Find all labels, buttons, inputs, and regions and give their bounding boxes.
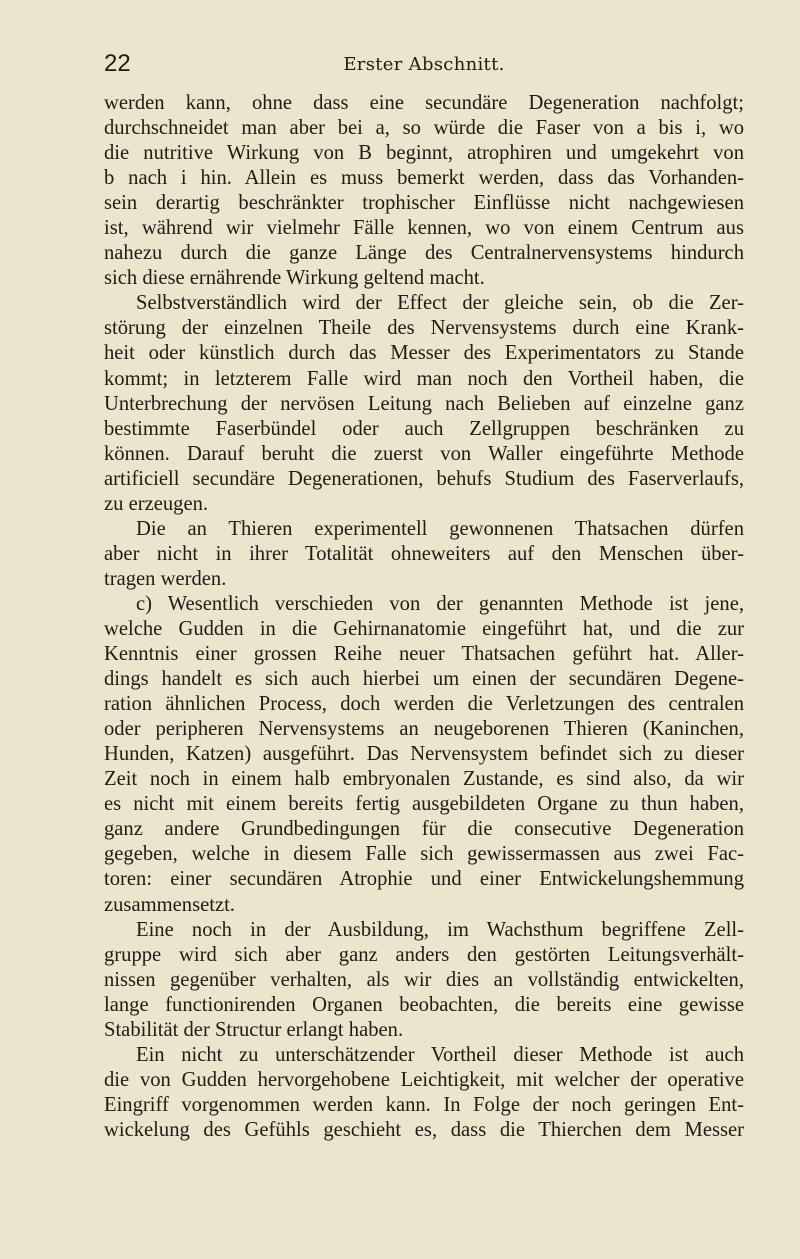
text-line: artificiell secundäre Degenerationen, behufs Studium des Faserverlaufs,	[104, 467, 744, 490]
body-text	[104, 91, 744, 1143]
text-line: zu erzeugen.	[104, 492, 209, 515]
text-line: durchschneidet man aber bei a, so würde die Faser von a bis i, wo	[104, 117, 744, 140]
text-line: werden kann, ohne dass eine secundäre Degeneration nachfolgt;	[104, 92, 744, 114]
text-line: Hunden, Katzen) ausgeführt. Das Nervensystem befindet sich zu dieser	[104, 743, 744, 766]
text-line: kommt; in letzterem Falle wird man noch den Vortheil haben, die	[104, 367, 744, 390]
text-line: heit oder künstlich durch das Messer des Experimentators zu Stande	[104, 342, 744, 365]
text-line: nahezu durch die ganze Länge des Centralnervensystems hindurch	[104, 242, 744, 265]
text-line: aber nicht in ihrer Totalität ohneweiters auf den Menschen über-	[104, 542, 744, 565]
text-line: tragen werden.	[104, 567, 227, 590]
text-line: bestimmte Faserbündel oder auch Zellgruppen beschränken zu	[104, 417, 744, 440]
text-line: nissen gegenüber verhalten, als wir dies an vollständig entwickelten,	[104, 968, 744, 991]
text-line: Die an Thieren experimentell gewonnenen Thatsachen dürfen	[136, 517, 744, 540]
text-line: welche Gudden in die Gehirnanatomie eingeführt hat, und die zur	[104, 617, 744, 640]
text-line: Eingriff vorgenommen werden kann. In Folge der noch geringen Ent-	[104, 1093, 744, 1116]
page-number: 22	[104, 50, 131, 77]
text-line: Selbstverständlich wird der Effect der gleiche sein, ob die Zer-	[136, 292, 744, 315]
text-line: sich diese ernährende Wirkung geltend macht.	[104, 267, 485, 290]
text-line: zusammensetzt.	[104, 893, 235, 916]
text-line: Unterbrechung der nervösen Leitung nach Belieben auf einzelne ganz	[104, 392, 744, 415]
text-line: lange functionirenden Organen beobachten, die bereits eine gewisse	[104, 993, 744, 1016]
text-line: störung der einzelnen Theile des Nervensystems durch eine Krank-	[104, 317, 744, 340]
text-line: dings handelt es sich auch hierbei um einen der secundären Degene-	[104, 668, 744, 691]
text-line: ration ähnlichen Process, doch werden die Verletzungen des centralen	[104, 693, 744, 716]
text-line: wickelung des Gefühls geschieht es, dass die Thierchen dem Messer	[104, 1118, 744, 1141]
text-line: oder peripheren Nervensystems an neugeborenen Thieren (Kaninchen,	[104, 718, 744, 741]
text-line: sein derartig beschränkter trophischer Einflüsse nicht nachgewiesen	[104, 192, 744, 215]
text-line: ist, während wir vielmehr Fälle kennen, wo von einem Centrum aus	[104, 217, 744, 240]
text-line: gruppe wird sich aber ganz anders den gestörten Leitungsverhält-	[104, 943, 744, 966]
text-line: c) Wesentlich verschieden von der genannten Methode ist jene,	[136, 592, 744, 615]
text-line: Eine noch in der Ausbildung, im Wachsthum begriffene Zell-	[136, 918, 744, 941]
text-line: können. Darauf beruht die zuerst von Waller eingeführte Methode	[104, 442, 744, 465]
text-line: es nicht mit einem bereits fertig ausgebildeten Organe zu thun haben,	[104, 793, 744, 816]
text-line: die nutritive Wirkung von B beginnt, atrophiren und umgekehrt von	[104, 142, 744, 165]
book-page	[104, 0, 744, 1259]
text-line: Zeit noch in einem halb embryonalen Zustande, es sind also, da wir	[104, 768, 744, 791]
page-header	[104, 50, 744, 82]
text-line: Kenntnis einer grossen Reihe neuer Thatsachen geführt hat. Aller-	[104, 643, 744, 666]
text-line: Ein nicht zu unterschätzender Vortheil dieser Methode ist auch	[136, 1043, 744, 1066]
text-line: toren: einer secundären Atrophie und einer Entwickelungshemmung	[104, 868, 744, 891]
text-line: die von Gudden hervorgehobene Leichtigkeit, mit welcher der operative	[104, 1068, 744, 1091]
text-line: b nach i hin. Allein es muss bemerkt werden, dass das Vorhanden-	[104, 167, 744, 190]
running-head: Erster Abschnitt.	[343, 54, 505, 75]
text-line: Stabilität der Structur erlangt haben.	[104, 1018, 404, 1041]
text-line: ganz andere Grundbedingungen für die consecutive Degeneration	[104, 818, 744, 841]
text-line: gegeben, welche in diesem Falle sich gewissermassen aus zwei Fac-	[104, 843, 744, 866]
